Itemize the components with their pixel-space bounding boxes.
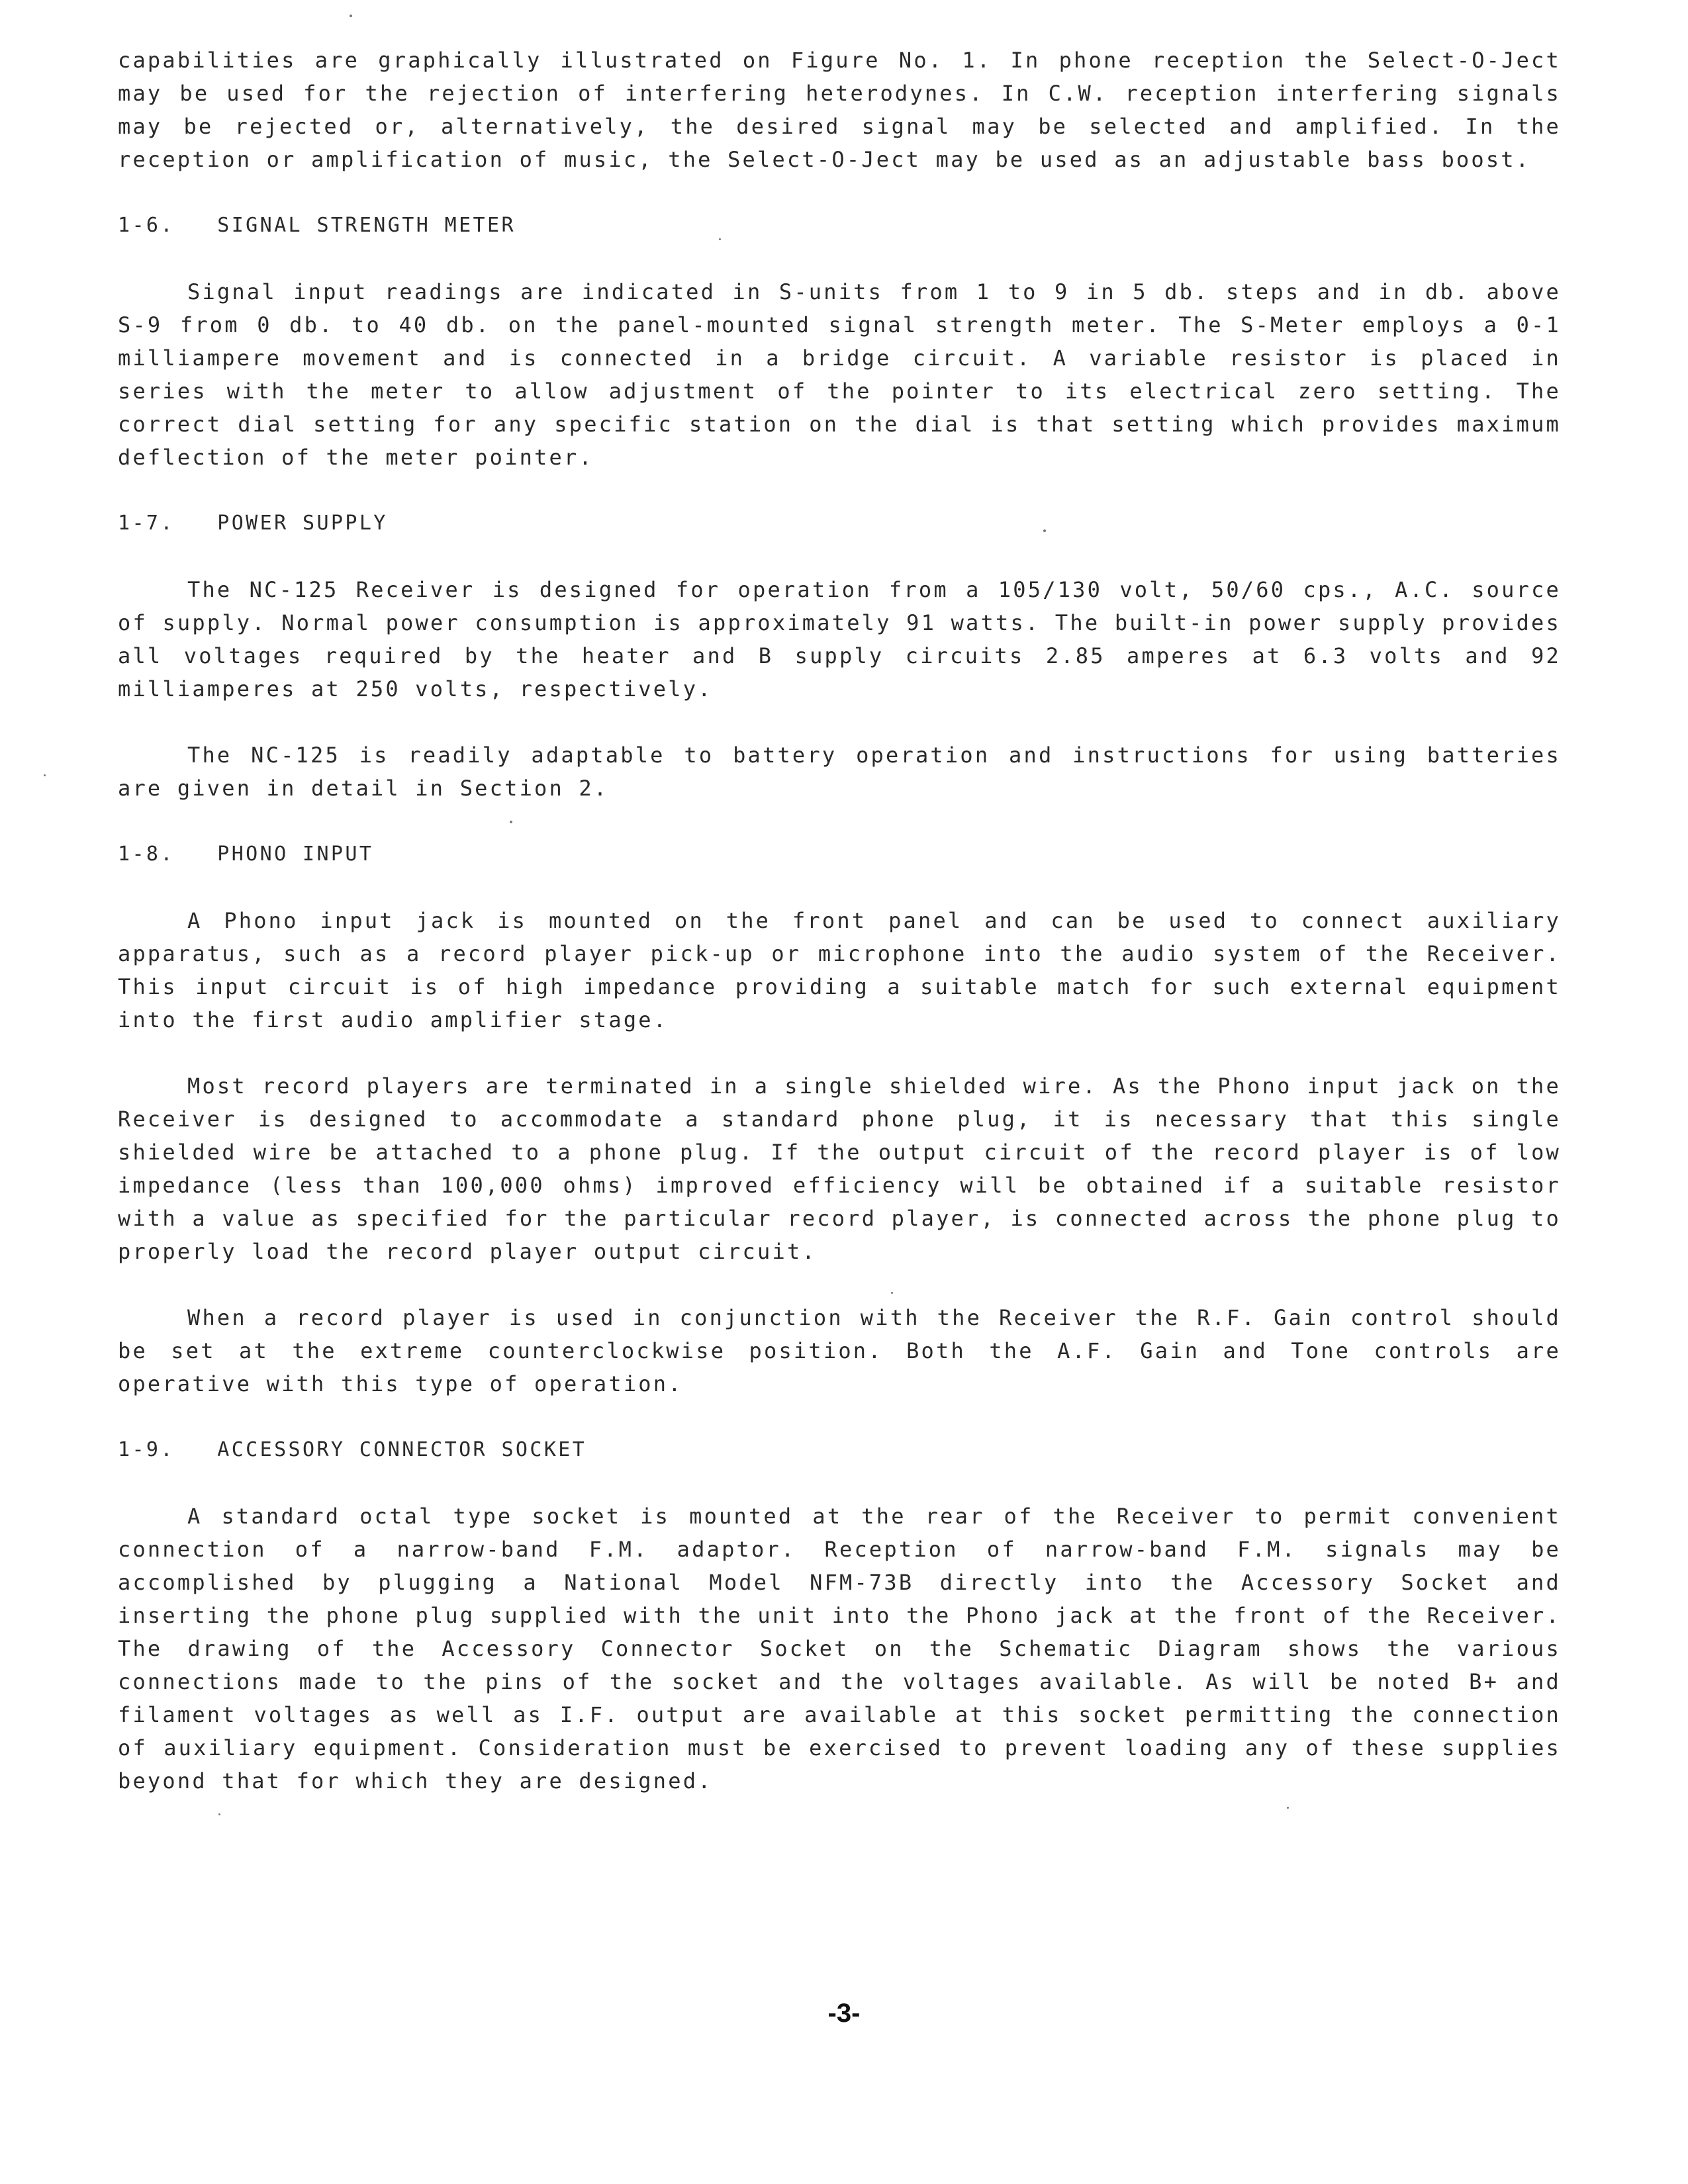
signal-strength-paragraph: Signal input readings are indicated in S-units from 1 to 9 in 5 db. steps and in db. above S-9 from 0 db. to 40 db. on the panel-mounted signal strength meter. The S-Meter employs a 0-1 milliampere movement and is connected in a bridge circuit. A variable resistor is placed in series with the meter to allow adjustment of the pointer to its electrical zero setting. The correct dial setting for any specific station on the dial is that setting which provides maximum deflection of the meter pointer. xyxy=(118,279,1561,470)
scan-speck xyxy=(350,15,352,17)
scan-speck xyxy=(510,821,512,823)
scan-speck xyxy=(719,238,721,240)
intro-paragraph: capabilities are graphically illustrated on Figure No. 1. In phone reception the Select-O-Ject may be used for the rejection of interfering heterodynes. In C.W. reception interfering signals may be rejected or, alternatively, the desired signal may be selected and amplified. In the reception or amplification of music, the Select-O-Ject may be used as an adjustable bass boost. xyxy=(118,48,1561,172)
text-column xyxy=(118,44,1561,1797)
scan-speck xyxy=(891,1292,893,1294)
section-heading-phono-input: 1-8. PHONO INPUT xyxy=(118,842,374,866)
phono-input-paragraph-2: Most record players are terminated in a single shielded wire. As the Phono input jack on the Receiver is designed to accommodate a standard phone plug, it is necessary that this single shielded wire be attached to a phone plug. If the output circuit of the record player is of low impedance (less than 100,000 ohms) improved efficiency will be obtained if a suitable resistor with a value as specified for the particular record player, is connected across the phone plug to properly load the record player output circuit. xyxy=(118,1073,1561,1264)
section-heading-signal-strength-meter: 1-6. SIGNAL STRENGTH METER xyxy=(118,214,516,237)
phono-input-paragraph-1: A Phono input jack is mounted on the front panel and can be used to connect auxiliary apparatus, such as a record player pick-up or microphone into the audio system of the Receiver. This input circuit is of high impedance providing a suitable match for such external equipment into the first audio amplifier stage. xyxy=(118,908,1561,1032)
accessory-socket-paragraph: A standard octal type socket is mounted at the rear of the Receiver to permit convenient connection of a narrow-band F.M. adaptor. Reception of narrow-band F.M. signals may be accomplished by plugging a National Model NFM-73B directly into the Accessory Socket and inserting the phone plug supplied with the unit into the Phono jack at the front of the Receiver. The drawing of the Accessory Connector Socket on the Schematic Diagram shows the various connections made to the pins of the socket and the voltages available. As will be noted B+ and filament voltages as well as I.F. output are available at this socket permitting the connection of auxiliary equipment. Consideration must be exercised to prevent loading any of these supplies beyond that for which they are designed. xyxy=(118,1504,1561,1794)
power-supply-paragraph-1: The NC-125 Receiver is designed for operation from a 105/130 volt, 50/60 cps., A.C. source of supply. Normal power consumption is approximately 91 watts. The built-in power supply provides all voltages required by the heater and B supply circuits 2.85 amperes at 6.3 volts and 92 milliamperes at 250 volts, respectively. xyxy=(118,577,1561,702)
power-supply-paragraph-2: The NC-125 is readily adaptable to battery operation and instructions for using batteries are given in detail in Section 2. xyxy=(118,743,1561,801)
scan-speck xyxy=(218,1813,220,1815)
scan-speck xyxy=(44,774,46,776)
section-heading-accessory-connector-socket: 1-9. ACCESSORY CONNECTOR SOCKET xyxy=(118,1438,587,1461)
scan-speck xyxy=(1043,529,1046,532)
page-number: -3- xyxy=(827,1999,861,2028)
section-heading-power-supply: 1-7. POWER SUPPLY xyxy=(118,512,388,535)
scan-speck xyxy=(1287,1807,1289,1809)
phono-input-paragraph-3: When a record player is used in conjunction with the Receiver the R.F. Gain control should be set at the extreme counterclockwise position. Both the A.F. Gain and Tone controls are operative with this type of operation. xyxy=(118,1305,1561,1396)
